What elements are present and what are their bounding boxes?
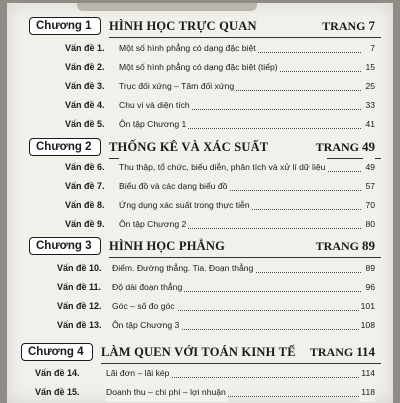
entry-title: Ứng dụng xác suất trong thực tiễn [119, 196, 252, 215]
entry-title: Góc – số đo góc [112, 297, 177, 316]
entry-title: Lãi đơn – lãi kép [106, 364, 171, 383]
entry-page: 70 [363, 196, 375, 215]
chapter-underline [109, 37, 381, 38]
toc-entry[interactable] [29, 316, 375, 335]
entry-label: Vấn đề 14. [35, 368, 80, 378]
toc-entry[interactable] [29, 39, 375, 58]
page-word: TRANG [315, 140, 359, 154]
entry-title: Điểm. Đường thẳng. Tia. Đoạn thẳng [112, 259, 255, 278]
chapter-title: HÌNH HỌC TRỰC QUAN [109, 19, 257, 33]
entry-title: Độ dài đoạn thẳng [112, 278, 184, 297]
toc-entry[interactable] [29, 196, 375, 215]
chapter-label: Chương 2 [29, 138, 101, 156]
entry-page: 41 [363, 115, 375, 134]
page-number: 114 [356, 344, 375, 359]
entry-title: Doanh thu – chi phí – lợi nhuận [106, 383, 228, 402]
entry-page: 7 [368, 39, 375, 58]
page-number: 7 [368, 18, 375, 33]
entry-page: 57 [363, 177, 375, 196]
entry-page: 101 [359, 297, 375, 316]
chapter-label: Chương 1 [29, 17, 101, 35]
chapter-title: HÌNH HỌC PHẲNG [109, 239, 225, 253]
entry-title: Chu vi và diện tích [119, 96, 192, 115]
entry-label: Vấn đề 7. [65, 181, 105, 191]
entry-page: 96 [363, 278, 375, 297]
entry-label: Vấn đề 10. [57, 263, 102, 273]
entry-title: Một số hình phẳng có dạng đặc biệt [119, 39, 258, 58]
toc-entry[interactable] [29, 278, 375, 297]
chapter-2-entries [29, 158, 375, 234]
entry-label: Vấn đề 15. [35, 387, 80, 397]
entry-label: Vấn đề 12. [57, 301, 102, 311]
entry-page: 25 [363, 77, 375, 96]
chapter-page [310, 344, 375, 360]
toc-entry[interactable] [29, 77, 375, 96]
chapter-1-entries [29, 39, 375, 134]
entry-title: Ôn tập Chương 1 [119, 115, 188, 134]
chapter-title: THỐNG KÊ VÀ XÁC SUẤT [109, 140, 269, 154]
page-word: TRANG [315, 239, 359, 253]
entry-page: 114 [359, 364, 375, 383]
toc-entry[interactable] [29, 58, 375, 77]
chapter-underline [109, 257, 381, 258]
page-word: TRANG [309, 345, 354, 359]
toc-entry[interactable] [29, 158, 375, 177]
entry-label: Vấn đề 13. [57, 320, 102, 330]
chapter-3-entries [29, 259, 375, 335]
chapter-page [322, 18, 375, 34]
toc-entry[interactable] [29, 383, 375, 402]
entry-title: Biểu đồ và các dạng biểu đồ [119, 177, 229, 196]
entry-page: 80 [363, 215, 375, 234]
entry-label: Vấn đề 1. [65, 43, 105, 53]
chapter-4-header [21, 343, 381, 363]
entry-label: Vấn đề 2. [65, 62, 105, 72]
chapter-label: Chương 3 [29, 237, 101, 255]
entry-page: 33 [363, 96, 375, 115]
page-tab-decoration [77, 3, 257, 11]
entry-label: Vấn đề 3. [65, 81, 105, 91]
entry-page: 118 [359, 383, 375, 402]
chapter-page [316, 238, 375, 254]
entry-title: Ôn tập Chương 2 [119, 215, 188, 234]
chapter-2-header [29, 138, 381, 158]
entry-label: Vấn đề 4. [65, 100, 105, 110]
page-number: 49 [362, 139, 375, 154]
toc-entry[interactable] [29, 215, 375, 234]
toc-entry[interactable] [29, 259, 375, 278]
entry-label: Vấn đề 6. [65, 162, 105, 172]
entry-title: Ôn tập Chương 3 [112, 316, 181, 335]
page-number: 89 [362, 238, 375, 253]
toc-entry[interactable] [29, 297, 375, 316]
entry-title: Một số hình phẳng có dạng đặc biệt (tiếp) [119, 58, 280, 77]
chapter-4-entries [29, 364, 375, 402]
entry-title: Thu thập, tổ chức, biểu diễn, phân tích và xử lí dữ liệu [119, 158, 327, 177]
entry-label: Vấn đề 11. [57, 282, 102, 292]
entry-page: 49 [363, 158, 375, 177]
entry-label: Vấn đề 9. [65, 219, 105, 229]
entry-page: 108 [359, 316, 375, 335]
table-of-contents-page [7, 3, 393, 403]
entry-page: 89 [363, 259, 375, 278]
toc-entry[interactable] [29, 364, 375, 383]
toc-entry[interactable] [29, 96, 375, 115]
toc-entry[interactable] [29, 115, 375, 134]
entry-page: 15 [363, 58, 375, 77]
chapter-page [316, 139, 375, 155]
toc-entry[interactable] [29, 177, 375, 196]
entry-title: Trục đối xứng – Tâm đối xứng [119, 77, 236, 96]
page-word: TRANG [322, 19, 366, 33]
chapter-1-header [29, 17, 381, 37]
entry-label: Vấn đề 5. [65, 119, 105, 129]
chapter-3-header [29, 237, 381, 257]
entry-label: Vấn đề 8. [65, 200, 105, 210]
chapter-title: LÀM QUEN VỚI TOÁN KINH TẾ [101, 345, 296, 359]
chapter-label: Chương 4 [21, 343, 93, 361]
